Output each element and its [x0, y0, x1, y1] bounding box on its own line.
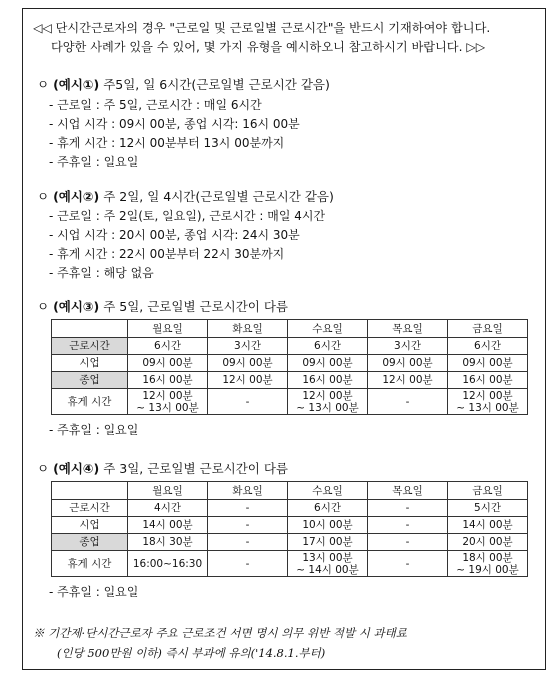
table-row [52, 372, 528, 389]
example-1-mark: ㅇ [37, 77, 50, 92]
penalty-line-2: (인당 500만원 이하) 즉시 부과에 유의('14.8.1.부터) [57, 646, 326, 660]
example-2-line: - 근로일 : 주 2일(토, 일요일), 근로시간 : 매일 4시간 [49, 209, 326, 223]
day-header: 금요일 [448, 320, 528, 338]
table-cell: 12시 00분 [208, 372, 288, 389]
break-start: - [245, 395, 250, 408]
break-start: 18시 00분 [462, 551, 513, 564]
table-cell: 12시 00분 [368, 372, 448, 389]
table-cell: 09시 00분 [448, 355, 528, 372]
example-4-mark: ㅇ [37, 461, 50, 476]
example-4-title [37, 459, 288, 477]
table-row [52, 355, 528, 372]
break-start: - [405, 395, 410, 408]
break-start: 12시 00분 [142, 389, 193, 402]
table-cell: 09시 00분 [288, 355, 368, 372]
break-start: 16:00~16:30 [132, 557, 203, 570]
row-label: 종업 [52, 372, 128, 389]
table-cell: 16시 00분 [448, 372, 528, 389]
break-cell [128, 389, 208, 415]
table-cell: 18시 30분 [128, 534, 208, 551]
example-1-title [37, 75, 330, 93]
day-header: 화요일 [208, 320, 288, 338]
example-4-desc: 주 3일, 근로일별 근로시간이 다름 [99, 461, 289, 476]
example-2-number: (예시②) [53, 189, 100, 204]
row-label: 시업 [52, 517, 128, 534]
table-cell: 6시간 [448, 338, 528, 355]
example-3-holiday: - 주휴일 : 일요일 [49, 423, 139, 437]
table-cell: 14시 00분 [128, 517, 208, 534]
penalty-notice [33, 623, 539, 663]
table-cell: 16시 00분 [128, 372, 208, 389]
intro-line-2: 다양한 사례가 있을 수 있어, 몇 가지 유형을 예시하오니 참고하시기 바랍니다. ▷▷ [51, 40, 486, 54]
day-header: 목요일 [368, 482, 448, 500]
table-cell: - [208, 534, 288, 551]
intro-line-1: ◁◁ 단시간근로자의 경우 "근로일 및 근로일별 근로시간"을 반드시 기재하여야 합니다. [33, 21, 491, 35]
example-3-number: (예시③) [53, 299, 100, 314]
example-4-schedule-table [51, 481, 528, 577]
example-1-line: - 근로일 : 주 5일, 근로시간 : 매일 6시간 [49, 98, 262, 112]
break-cell [288, 389, 368, 415]
table-cell: - [208, 500, 288, 517]
break-end: ~ 13시 00분 [296, 401, 359, 414]
intro-notice [33, 19, 539, 57]
break-end: ~ 13시 00분 [456, 401, 519, 414]
day-header: 금요일 [448, 482, 528, 500]
example-4-number: (예시④) [53, 461, 100, 476]
example-2-title [37, 187, 334, 205]
table-cell: 17시 00분 [288, 534, 368, 551]
table-row-break [52, 551, 528, 577]
row-label: 근로시간 [52, 500, 128, 517]
break-cell [288, 551, 368, 577]
table-row [52, 517, 528, 534]
break-start: 12시 00분 [302, 389, 353, 402]
example-2-line: - 시업 시각 : 20시 00분, 종업 시각: 24시 30분 [49, 228, 300, 242]
table-row [52, 500, 528, 517]
example-1-line: - 주휴일 : 일요일 [49, 155, 139, 169]
day-header: 목요일 [368, 320, 448, 338]
example-3-desc: 주 5일, 근로일별 근로시간이 다름 [99, 299, 289, 314]
row-label: 휴게 시간 [52, 389, 128, 415]
break-end: ~ 13시 00분 [136, 401, 199, 414]
break-cell [368, 389, 448, 415]
example-2-line: - 주휴일 : 해당 없음 [49, 266, 154, 280]
table-header-row [52, 482, 528, 500]
break-start: 12시 00분 [462, 389, 513, 402]
break-start: 13시 00분 [302, 551, 353, 564]
table-cell: - [208, 517, 288, 534]
example-3-schedule-table [51, 319, 528, 415]
break-cell [448, 389, 528, 415]
day-header: 월요일 [128, 482, 208, 500]
break-cell [208, 389, 288, 415]
example-3-mark: ㅇ [37, 299, 50, 314]
break-end: ~ 14시 00분 [296, 563, 359, 576]
table-cell: - [368, 534, 448, 551]
table-cell: 10시 00분 [288, 517, 368, 534]
table-cell: - [368, 500, 448, 517]
example-2-mark: ㅇ [37, 189, 50, 204]
table-corner-cell [52, 320, 128, 338]
document-frame [22, 8, 546, 670]
table-cell: 09시 00분 [128, 355, 208, 372]
table-corner-cell [52, 482, 128, 500]
day-header: 화요일 [208, 482, 288, 500]
example-2-desc: 주 2일, 일 4시간(근로일별 근로시간 같음) [99, 189, 334, 204]
break-cell [128, 551, 208, 577]
example-4-holiday: - 주휴일 : 일요일 [49, 585, 139, 599]
table-row-break [52, 389, 528, 415]
example-1-number: (예시①) [53, 77, 100, 92]
table-row [52, 534, 528, 551]
table-cell: 20시 00분 [448, 534, 528, 551]
day-header: 월요일 [128, 320, 208, 338]
day-header: 수요일 [288, 320, 368, 338]
table-row [52, 338, 528, 355]
row-label: 시업 [52, 355, 128, 372]
break-cell [448, 551, 528, 577]
break-cell [208, 551, 288, 577]
table-cell: 16시 00분 [288, 372, 368, 389]
example-3-title [37, 297, 288, 315]
table-cell: 09시 00분 [208, 355, 288, 372]
table-cell: 6시간 [128, 338, 208, 355]
example-1-line: - 시업 시각 : 09시 00분, 종업 시각: 16시 00분 [49, 117, 300, 131]
table-cell: 3시간 [368, 338, 448, 355]
penalty-line-1: ※ 기간제·단시간근로자 주요 근로조건 서면 명시 의무 위반 적발 시 과태료 [33, 626, 407, 640]
day-header: 수요일 [288, 482, 368, 500]
table-cell: 4시간 [128, 500, 208, 517]
table-cell: 5시간 [448, 500, 528, 517]
example-1-line: - 휴게 시간 : 12시 00분부터 13시 00분까지 [49, 136, 285, 150]
break-cell [368, 551, 448, 577]
table-cell: 6시간 [288, 500, 368, 517]
example-2-line: - 휴게 시간 : 22시 00분부터 22시 30분까지 [49, 247, 285, 261]
row-label: 종업 [52, 534, 128, 551]
break-start: - [405, 557, 410, 570]
row-label: 근로시간 [52, 338, 128, 355]
table-cell: 6시간 [288, 338, 368, 355]
table-cell: 09시 00분 [368, 355, 448, 372]
row-label: 휴게 시간 [52, 551, 128, 577]
break-start: - [245, 557, 250, 570]
break-end: ~ 19시 00분 [456, 563, 519, 576]
table-cell: 14시 00분 [448, 517, 528, 534]
table-cell: - [368, 517, 448, 534]
example-1-desc: 주5일, 일 6시간(근로일별 근로시간 같음) [99, 77, 330, 92]
table-header-row [52, 320, 528, 338]
table-cell: 3시간 [208, 338, 288, 355]
